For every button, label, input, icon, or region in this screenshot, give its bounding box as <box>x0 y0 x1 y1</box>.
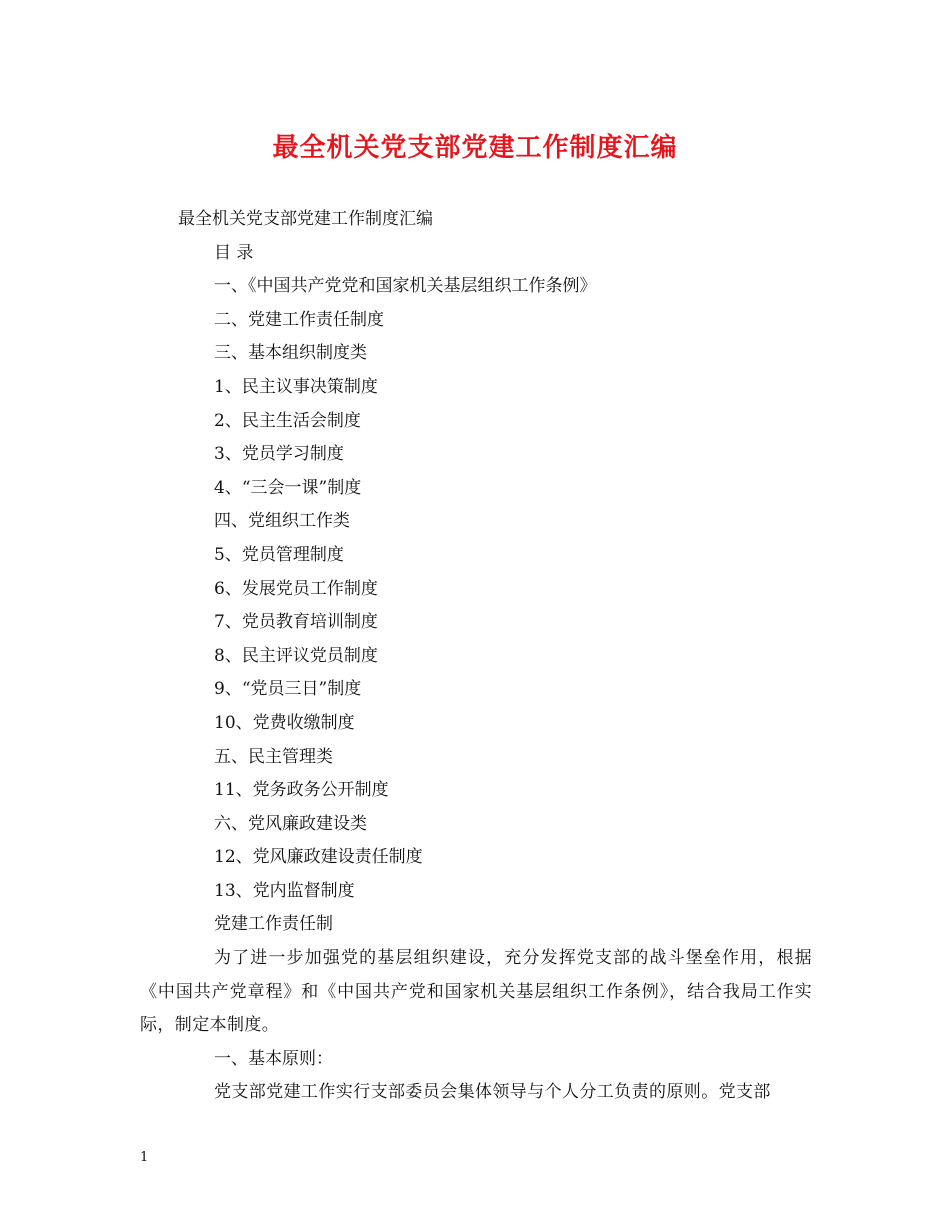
toc-item: 7、党员教育培训制度 <box>214 612 378 633</box>
toc-item: 11、党务政务公开制度 <box>214 780 389 801</box>
intro-paragraph: 为了进一步加强党的基层组织建设，充分发挥党支部的战斗堡垒作用，根据《中国共产党章程》和《中国共产党和国家机关基层组织工作条例》，结合我局工作实际，制定本制度。 <box>140 948 812 1036</box>
toc-item: 3、党员学习制度 <box>214 444 344 465</box>
toc-item: 四、党组织工作类 <box>214 511 350 532</box>
principle-heading: 一、基本原则： <box>214 1048 333 1069</box>
toc-item: 9、“党员三日”制度 <box>214 679 362 700</box>
principle-paragraph: 党支部党建工作实行支部委员会集体领导与个人分工负责的原则。党支部 <box>214 1082 771 1103</box>
toc-heading: 目 录 <box>214 242 254 263</box>
document-title: 最全机关党支部党建工作制度汇编 <box>272 133 678 163</box>
toc-item: 六、党风廉政建设类 <box>214 813 367 834</box>
toc-item: 6、发展党员工作制度 <box>214 578 378 599</box>
page-number: 1 <box>140 1150 149 1165</box>
document-subtitle: 最全机关党支部党建工作制度汇编 <box>178 209 433 229</box>
toc-item: 五、民主管理类 <box>214 746 333 767</box>
toc-item: 12、党风廉政建设责任制度 <box>214 847 423 868</box>
toc-item: 1、民主议事决策制度 <box>214 376 378 397</box>
toc-item: 2、民主生活会制度 <box>214 410 361 431</box>
toc-item: 二、党建工作责任制度 <box>214 309 384 330</box>
toc-item: 4、“三会一课”制度 <box>214 477 362 498</box>
toc-item: 8、民主评议党员制度 <box>214 645 378 666</box>
toc-list <box>140 270 812 908</box>
toc-item: 10、党费收缴制度 <box>214 712 355 733</box>
toc-item: 一、《中国共产党党和国家机关基层组织工作条例》 <box>214 276 597 297</box>
toc-item: 三、基本组织制度类 <box>214 343 367 364</box>
document-body <box>140 203 812 1110</box>
toc-item: 5、党员管理制度 <box>214 544 344 565</box>
toc-item: 13、党内监督制度 <box>214 880 355 901</box>
section-heading: 党建工作责任制 <box>214 914 333 935</box>
